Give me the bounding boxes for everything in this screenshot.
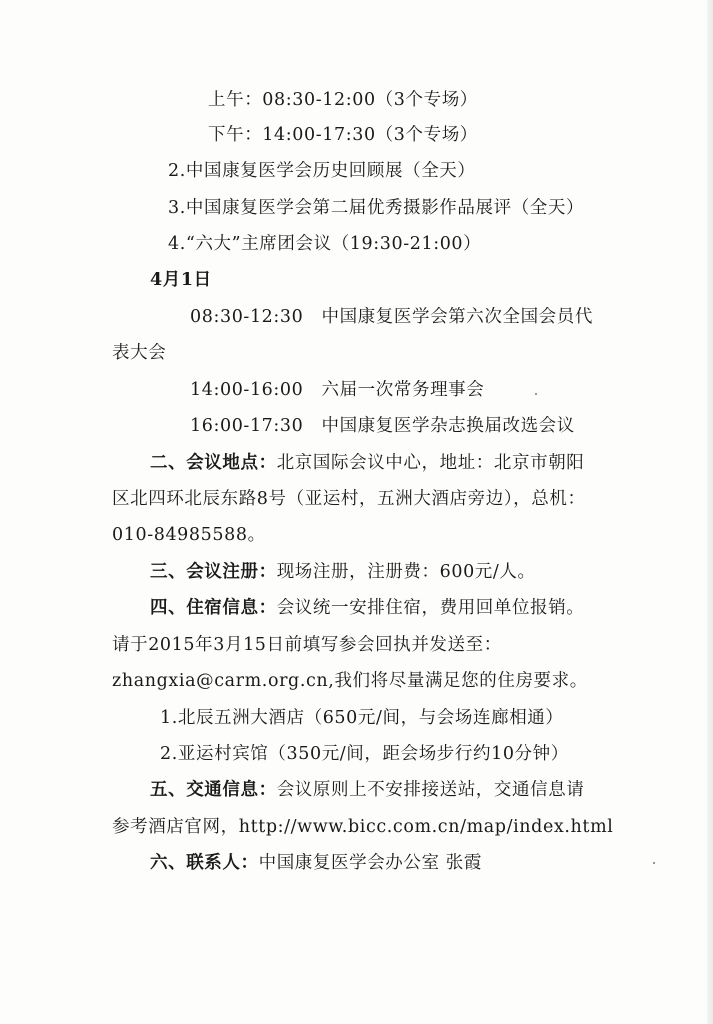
venue-text-2: 区北四环北辰东路8号（亚运村，五洲大酒店旁边），总机： bbox=[112, 489, 586, 509]
april1-session1-line2: 表大会 bbox=[112, 343, 167, 363]
registration-text: 现场注册，注册费：600元/人。 bbox=[276, 562, 536, 582]
april1-session1-line1: 08:30-12:30 中国康复医学会第六次全国会员代 bbox=[190, 307, 593, 327]
venue-label: 二、会议地点： bbox=[150, 453, 277, 473]
lodging-text-1: 会议统一安排住宿，费用回单位报销。 bbox=[276, 598, 585, 618]
lodging-label: 四、住宿信息： bbox=[150, 598, 277, 618]
schedule-item-4: 4.“六大”主席团会议（19:30-21:00） bbox=[168, 234, 482, 254]
venue-text-1: 北京国际会议中心，地址：北京市朝阳 bbox=[276, 453, 585, 473]
lodging-text-2: 请于2015年3月15日前填写参会回执并发送至： bbox=[112, 635, 502, 655]
registration-label: 三、会议注册： bbox=[150, 562, 277, 582]
transport-text-2: 参考酒店官网，http://www.bicc.com.cn/map/index.html bbox=[112, 817, 614, 837]
venue-paragraph-line1 bbox=[150, 452, 584, 474]
venue-text-3: 010-84985588。 bbox=[112, 525, 266, 545]
april1-session3: 16:00-17:30 中国康复医学杂志换届改选会议 bbox=[190, 416, 575, 436]
scan-speck bbox=[535, 393, 537, 395]
transport-label: 五、交通信息： bbox=[150, 780, 277, 800]
schedule-item-3: 3.中国康复医学会第二届优秀摄影作品展评（全天） bbox=[168, 198, 585, 218]
hotel-2: 2.亚运村宾馆（350元/间，距会场步行约10分钟） bbox=[160, 744, 569, 764]
contact-text: 中国康复医学会办公室 张霞 bbox=[258, 853, 482, 873]
scan-edge-shadow bbox=[707, 0, 713, 1024]
contact-label: 六、联系人： bbox=[150, 853, 259, 873]
scan-speck bbox=[653, 862, 655, 864]
april1-session2: 14:00-16:00 六届一次常务理事会 bbox=[190, 380, 485, 400]
registration-paragraph bbox=[150, 561, 536, 583]
april1-heading: 4月1日 bbox=[150, 270, 212, 290]
hotel-1: 1.北辰五洲大酒店（650元/间，与会场连廊相通） bbox=[160, 708, 564, 728]
lodging-text-3: zhangxia@carm.org.cn,我们将尽量满足您的住房要求。 bbox=[112, 671, 588, 691]
transport-text-1: 会议原则上不安排接送站，交通信息请 bbox=[276, 780, 585, 800]
schedule-item-2: 2.中国康复医学会历史回顾展（全天） bbox=[168, 161, 476, 181]
contact-paragraph bbox=[150, 852, 482, 874]
schedule-afternoon: 下午：14:00-17:30（3个专场） bbox=[208, 125, 478, 145]
transport-paragraph-line1 bbox=[150, 779, 584, 801]
lodging-paragraph-line1 bbox=[150, 597, 584, 619]
schedule-morning: 上午：08:30-12:00（3个专场） bbox=[208, 90, 478, 110]
